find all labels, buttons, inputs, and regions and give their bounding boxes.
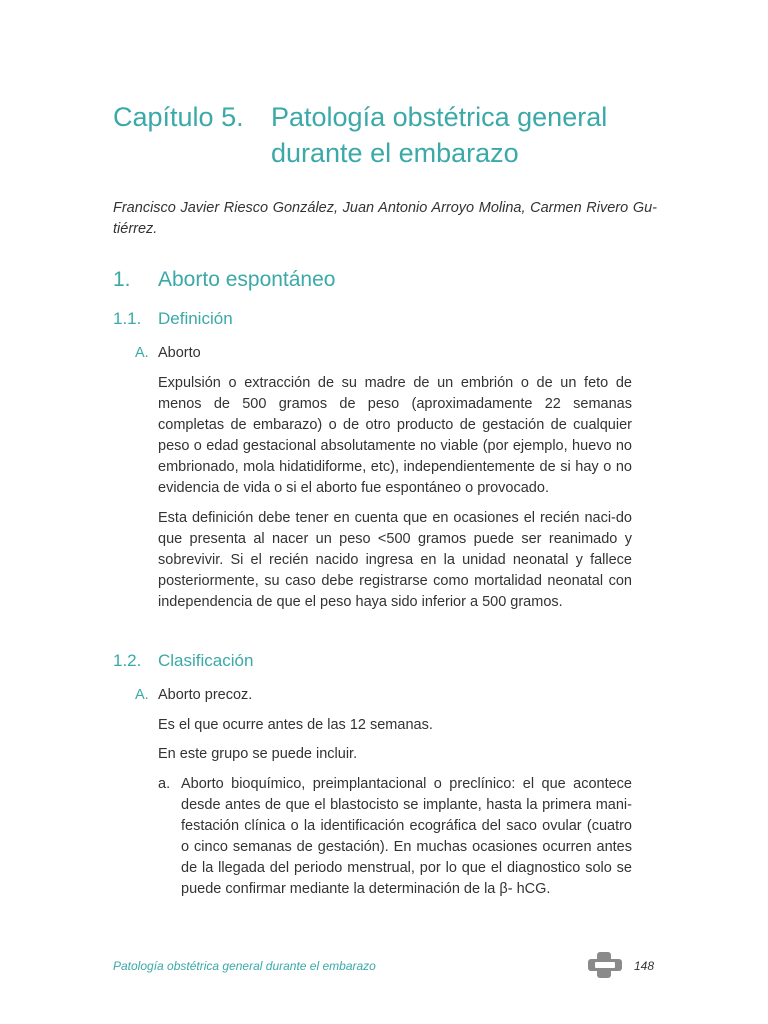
list-item-a: Aborto bioquímico, preimplantacional o preclínico: el que acontece desde antes de que el blastocisto se implante, hasta la primera mani-festación clínica o la identificación ecográfica del saco ovular (cuatro o cinco semanas de gestación). En muchas ocasiones ocurren antes de la llegada del periodo menstrual, por lo que el diagnostico solo se puede confirmar mediante la determinación de la β- hCG. xyxy=(181,776,632,897)
section-1-2-title: Clasificación xyxy=(158,651,254,670)
section-1-1-number: 1.1. xyxy=(113,309,142,328)
page-number: 148 xyxy=(634,959,655,973)
section-1-title: Aborto espontáneo xyxy=(158,268,336,291)
chapter-title-line-1: Patología obstétrica general xyxy=(271,102,608,132)
publisher-logo-icon xyxy=(588,952,624,978)
def-paragraph-2: Esta definición debe tener en cuenta que en ocasiones el recién naci-do que presenta al nacer un peso <500 gramos puede ser reanimado y sobrevivir. Si el recién nacido ingresa en la unidad neonatal y fallece posteriormente, su caso debe registrarse como mortalidad neonatal con independencia de que el peso haya sido inferior a 500 gramos. xyxy=(158,510,632,610)
clas-paragraph-2: En este grupo se puede incluir. xyxy=(158,746,358,762)
section-1-1-title: Definición xyxy=(158,309,233,328)
chapter-label: Capítulo 5. xyxy=(113,102,244,132)
def-paragraph-1: Expulsión o extracción de su madre de un embrión o de un feto de menos de 500 gramos de peso (aproximadamente 22 semanas completas de embarazo) o de otro producto de gestación de cualquier peso o edad gestacional absolutamente no viable (por ejemplo, huevo no embrionado, mola hidatidiforme, etc), independientemente de si hay o no evidencia de vida o si el aborto fue espontáneo o provocado. xyxy=(158,375,632,496)
def-marker: A. xyxy=(135,345,149,361)
section-1-2-number: 1.2. xyxy=(113,651,142,670)
authors: Francisco Javier Riesco González, Juan Antonio Arroyo Molina, Carmen Rivero Gu-tiérrez. xyxy=(113,200,657,237)
chapter-title-line-2: durante el embarazo xyxy=(271,138,519,168)
clas-title: Aborto precoz. xyxy=(158,687,253,703)
list-item-marker: a. xyxy=(158,776,171,792)
section-1-number: 1. xyxy=(113,268,131,291)
clas-marker: A. xyxy=(135,687,149,703)
clas-paragraph-1: Es el que ocurre antes de las 12 semanas. xyxy=(158,717,433,733)
footer-running-title: Patología obstétrica general durante el embarazo xyxy=(113,959,376,973)
chapter-title xyxy=(271,99,691,171)
def-title: Aborto xyxy=(158,345,201,361)
